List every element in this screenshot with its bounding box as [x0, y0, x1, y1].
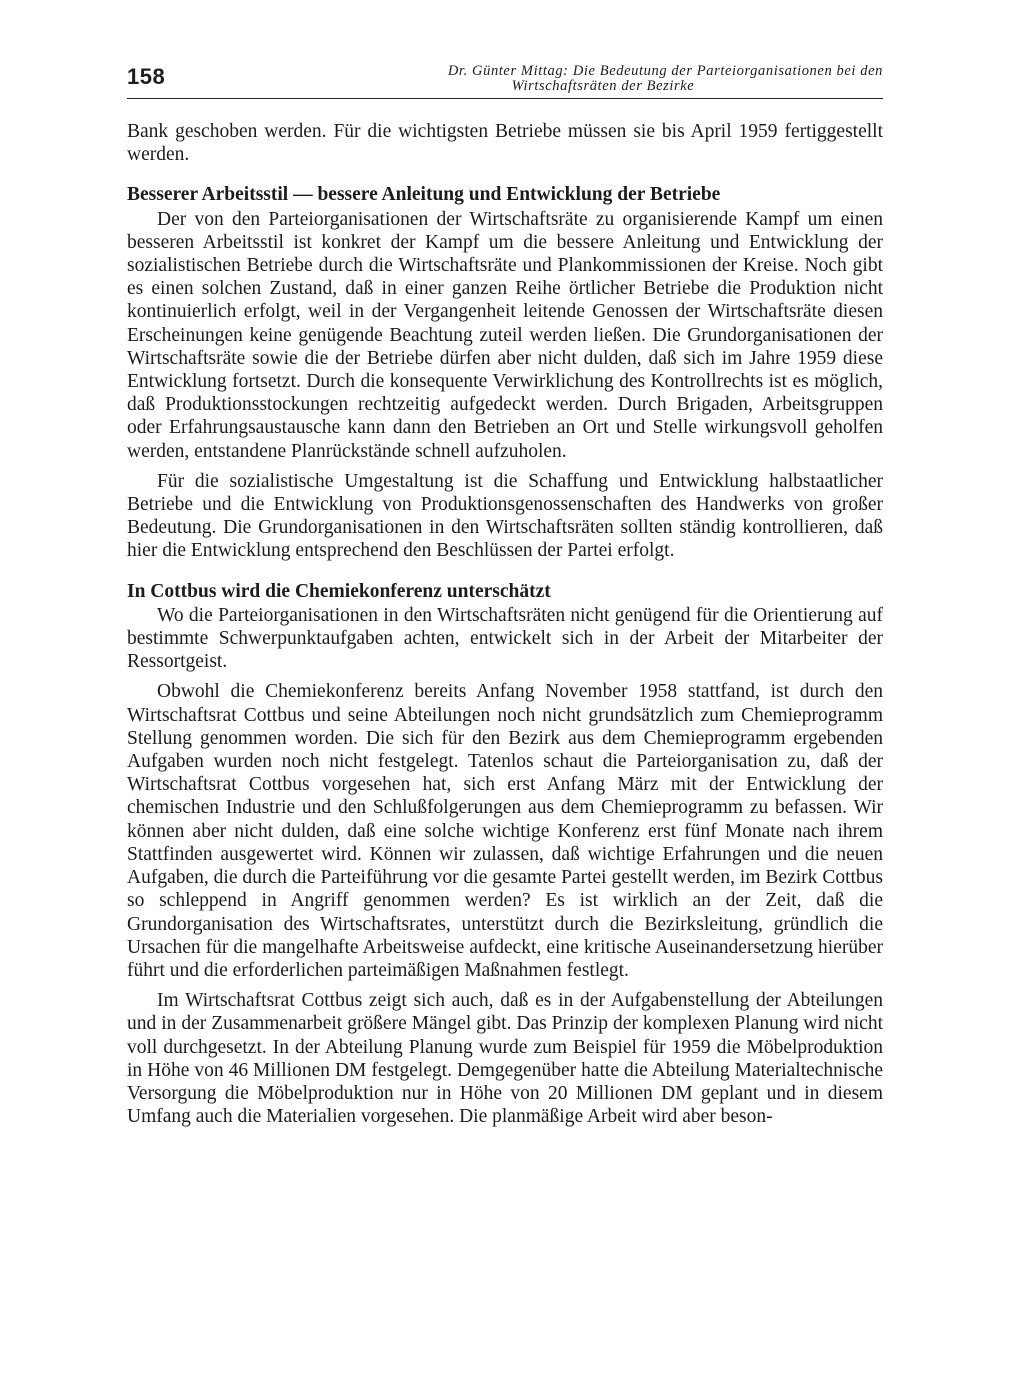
- running-head-line2: Wirtschaftsräten der Bezirke: [511, 78, 695, 94]
- section-gap: [127, 173, 883, 183]
- running-head-line1: Dr. Günter Mittag: Die Bedeutung der Parteiorganisationen bei den: [447, 63, 883, 79]
- paragraph-chemiekonferenz: Obwohl die Chemiekonferenz bereits Anfang November 1958 stattfand, ist durch den Wirtschaftsrat Cottbus und seine Abteilungen noch nicht grundsätzlich zum Chemieprogramm Stellung genommen worden. Die sich für den Bezirk aus dem Chemieprogramm ergebenden Aufgaben wurden noch nicht festgelegt. Tatenlos schaut die Parteiorganisation zu, daß der Wirtschaftsrat Cottbus vorgesehen hat, sich erst Anfang März mit der Entwicklung der chemischen Industrie und den Schlußfolgerungen aus dem Chemieprogramm zu befassen. Wir können aber nicht dulden, daß eine solche wichtige Konferenz erst fünf Monate nach ihrem Stattfinden ausgewertet wird. Können wir zulassen, daß wichtige Erfahrungen und die neuen Aufgaben, die durch die Parteiführung vor die gesamte Partei gestellt werden, im Bezirk Cottbus so schleppend in Angriff genommen werden? Es ist wirklich an der Zeit, daß die Grundorganisation des Wirtschaftsrates, unterstützt durch die Bezirksleitung, gründlich die Ursachen für die mangelhafte Arbeitsweise aufdeckt, eine kritische Auseinandersetzung hierüber führt und die erforderlichen parteimäßigen Maßnahmen festlegt.: [127, 681, 883, 981]
- page-number: 158: [127, 64, 166, 89]
- paragraph-umgestaltung: Für die sozialistische Umgestaltung ist die Schaffung und Entwicklung halbstaatlicher Betriebe und die Entwicklung von Produktionsgenossenschaften des Handwerks von großer Bedeutung. Die Grundorganisationen in den Wirtschaftsräten sollten ständig kontrollieren, daß hier die Entwicklung entsprechend den Beschlüssen der Partei erfolgt.: [127, 470, 883, 562]
- page-body: [127, 120, 883, 1135]
- section-heading-cottbus: In Cottbus wird die Chemiekonferenz unterschätzt: [127, 580, 551, 602]
- paragraph-moebelproduktion: Im Wirtschaftsrat Cottbus zeigt sich auch, daß es in der Aufgabenstellung der Abteilungen und in der Zusammenarbeit größere Mängel gibt. Das Prinzip der komplexen Planung wird nicht voll durchgesetzt. In der Abteilung Planung wurde zum Beispiel für 1959 die Möbelproduktion in Höhe von 46 Millionen DM festgelegt. Demgegenüber hatte die Abteilung Materialtechnische Versorgung die Möbelproduktion nur in Höhe von 20 Millionen DM geplant und in diesem Umfang auch die Materialien vorgesehen. Die planmäßige Arbeit wird aber beson-: [127, 990, 883, 1128]
- section-gap: [127, 570, 883, 580]
- section-heading-arbeitsstil: Besserer Arbeitsstil — bessere Anleitung und Entwicklung der Betriebe: [127, 184, 721, 206]
- running-head: [263, 64, 883, 94]
- paragraph-arbeitsstil: Der von den Parteiorganisationen der Wirtschaftsräte zu organisierende Kampf um einen besseren Arbeitsstil ist konkret der Kampf um die bessere Anleitung und Entwicklung der sozialistischen Betriebe durch die Wirtschaftsräte und Plankommissionen der Kreise. Noch gibt es einen solchen Zustand, daß in einer ganzen Reihe örtlicher Betriebe die Produktion nicht kontinuierlich erfolgt, weil in der Vergangenheit leitende Genossen der Wirtschaftsräte diesen Erscheinungen keine genügende Beachtung zuteil werden ließen. Die Grundorganisationen der Wirtschaftsräte sowie die der Betriebe dürfen aber nicht dulden, daß sich im Jahre 1959 diese Entwicklung fortsetzt. Durch die konsequente Verwirklichung des Kontrollrechts ist es möglich, daß Produktionsstockungen rechtzeitig aufgedeckt werden. Durch Brigaden, Arbeitsgruppen oder Erfahrungsaustausche kann dann den Betrieben an Ort und Stelle wirkungsvoll geholfen werden, entstandene Planrückstände schnell aufzuholen.: [127, 208, 883, 462]
- paragraph-continuation: Bank geschoben werden. Für die wichtigsten Betriebe müssen sie bis April 1959 fertiggestellt werden.: [127, 121, 883, 166]
- paragraph-ressortgeist: Wo die Parteiorganisationen in den Wirtschaftsräten nicht genügend für die Orientierung auf bestimmte Schwerpunktaufgaben achten, entwickelt sich in der Arbeit der Mitarbeiter der Ressortgeist.: [127, 604, 883, 673]
- page-header: [127, 62, 883, 99]
